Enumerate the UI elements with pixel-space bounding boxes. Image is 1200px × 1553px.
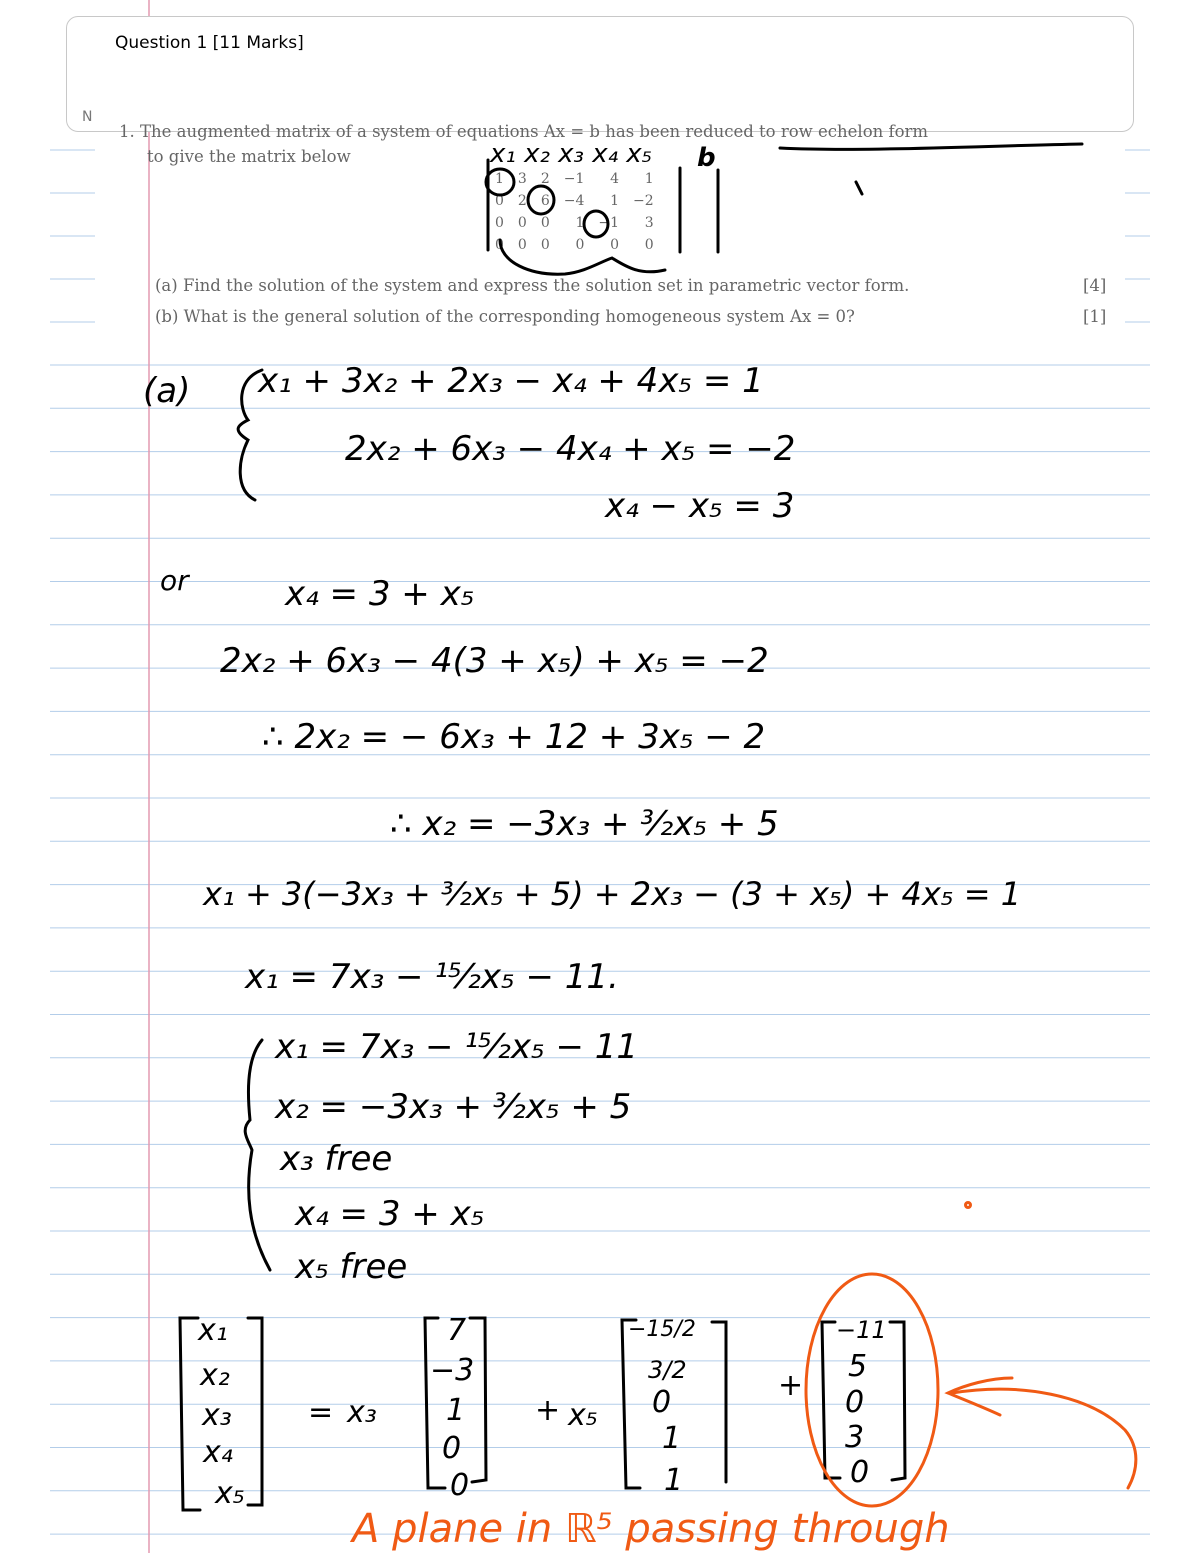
vec1-entry: 7 bbox=[447, 1313, 467, 1348]
question-text-line1: 1. The augmented matrix of a system of equations Ax = b has been reduced to row echelon form bbox=[119, 122, 929, 141]
pivot-circle bbox=[486, 169, 514, 195]
vec2-entry: −15/2 bbox=[628, 1317, 696, 1342]
matrix-cell: 2 bbox=[517, 193, 527, 209]
bracket-stroke bbox=[248, 1318, 262, 1505]
vec-x-entry: x₅ bbox=[215, 1476, 245, 1511]
vec3-entry: 3 bbox=[845, 1420, 865, 1455]
ink-dot bbox=[966, 1203, 971, 1208]
step-6: x₁ = 7x₃ − ¹⁵⁄₂x₅ − 11. bbox=[245, 957, 619, 997]
step-5: x₁ + 3(−3x₃ + ³⁄₂x₅ + 5) + 2x₃ − (3 + x₅) + 4x₅ = 1 bbox=[203, 875, 1022, 913]
matrix-cell: −4 bbox=[563, 193, 585, 209]
matrix-cell: 0 bbox=[495, 215, 504, 231]
vec3-entry: 5 bbox=[848, 1349, 868, 1384]
step-2: 2x₂ + 6x₃ − 4(3 + x₅) + x₅ = −2 bbox=[220, 641, 769, 681]
part-b-marks: [1] bbox=[1083, 307, 1107, 326]
step-3: ∴ 2x₂ = − 6x₃ + 12 + 3x₅ − 2 bbox=[262, 717, 766, 757]
b-label: b bbox=[697, 143, 716, 173]
vec-x-entry: x₁ bbox=[198, 1313, 228, 1348]
vec1-entry: 1 bbox=[446, 1393, 466, 1428]
bracket-stroke bbox=[890, 1322, 905, 1480]
matrix-cell: 0 bbox=[644, 237, 654, 253]
part-a-text: (a) Find the solution of the system and express the solution set in parametric vector form. bbox=[155, 276, 910, 295]
pivot-circle bbox=[528, 186, 554, 214]
vec2-entry: 0 bbox=[652, 1385, 672, 1420]
solution-x4: x₄ = 3 + x₅ bbox=[295, 1194, 485, 1234]
matrix-cell: 1 bbox=[495, 171, 504, 187]
solution-x2: x₂ = −3x₃ + ³⁄₂x₅ + 5 bbox=[275, 1087, 632, 1127]
vec3-entry: 0 bbox=[850, 1455, 870, 1490]
column-labels: x₁ x₂ x₃ x₄ x₅ bbox=[490, 139, 653, 169]
matrix-cell: 0 bbox=[610, 237, 620, 253]
equals-sign: = bbox=[308, 1395, 334, 1430]
matrix-cell: −1 bbox=[598, 215, 620, 231]
bracket-stroke bbox=[822, 1322, 840, 1478]
vec-x-entry: x₄ bbox=[203, 1435, 233, 1470]
bracket-stroke bbox=[622, 1320, 640, 1488]
equation-1: x₁ + 3x₂ + 2x₃ − x₄ + 4x₅ = 1 bbox=[258, 361, 764, 401]
bracket-stroke bbox=[470, 1318, 486, 1482]
matrix-cell: 1 bbox=[610, 193, 620, 209]
matrix-cell: 3 bbox=[517, 171, 527, 187]
pivot-circle bbox=[584, 211, 608, 237]
coef-x3: x₃ bbox=[347, 1395, 377, 1430]
matrix-cell: 0 bbox=[575, 237, 585, 253]
highlight-circle bbox=[806, 1274, 938, 1506]
vec2-entry: 1 bbox=[664, 1463, 684, 1498]
coef-x5: x₅ bbox=[568, 1398, 598, 1433]
matrix-cell: −1 bbox=[563, 171, 585, 187]
brace-stroke bbox=[245, 1040, 270, 1270]
matrix-cell: 0 bbox=[517, 215, 527, 231]
brace-stroke bbox=[500, 240, 665, 274]
solution-x5: x₅ free bbox=[295, 1247, 408, 1287]
bracket-stroke bbox=[712, 1322, 726, 1482]
vec3-entry: 0 bbox=[845, 1385, 865, 1420]
part-a-marks: [4] bbox=[1083, 276, 1107, 295]
vec1-entry: −3 bbox=[430, 1353, 475, 1388]
arrow-stroke bbox=[952, 1389, 1136, 1488]
question-text-line2: to give the matrix below bbox=[147, 147, 351, 166]
matrix-cell: 1 bbox=[575, 215, 585, 231]
matrix-cell: 0 bbox=[517, 237, 527, 253]
vec1-entry: 0 bbox=[450, 1468, 470, 1503]
equation-2: 2x₂ + 6x₃ − 4x₄ + x₅ = −2 bbox=[345, 429, 796, 469]
step-4: ∴ x₂ = −3x₃ + ³⁄₂x₅ + 5 bbox=[390, 804, 779, 844]
arrow-head bbox=[948, 1378, 1012, 1415]
tick-stroke bbox=[856, 182, 862, 194]
vec3-entry: −11 bbox=[836, 1316, 887, 1344]
part-b-text: (b) What is the general solution of the corresponding homogeneous system Ax = 0? bbox=[155, 307, 855, 326]
bracket-stroke bbox=[180, 1318, 200, 1510]
step-1: x₄ = 3 + x₅ bbox=[285, 574, 475, 614]
matrix-cell: −2 bbox=[633, 193, 654, 209]
vec1-entry: 0 bbox=[442, 1431, 462, 1466]
vec2-entry: 1 bbox=[662, 1421, 682, 1456]
part-a-label: (a) bbox=[143, 371, 191, 411]
annotation-note: A plane in ℝ⁵ passing through bbox=[352, 1506, 950, 1552]
matrix-cell: 2 bbox=[540, 171, 550, 187]
plus-sign: + bbox=[778, 1368, 804, 1403]
solution-x3: x₃ free bbox=[280, 1139, 393, 1179]
question-title: Question 1 [11 Marks] bbox=[115, 33, 304, 53]
matrix-cell: 6 bbox=[540, 193, 550, 209]
side-label: N bbox=[82, 109, 93, 125]
equation-3: x₄ − x₅ = 3 bbox=[605, 486, 795, 526]
matrix-cell: 4 bbox=[610, 171, 620, 187]
vec-x-entry: x₃ bbox=[202, 1398, 232, 1433]
vec-x-entry: x₂ bbox=[200, 1358, 230, 1393]
matrix-cell: 1 bbox=[644, 171, 654, 187]
matrix-cell: 0 bbox=[540, 215, 550, 231]
vec2-entry: 3/2 bbox=[648, 1356, 687, 1384]
matrix-cell: 0 bbox=[495, 193, 504, 209]
matrix-cell: 0 bbox=[540, 237, 550, 253]
matrix-cell: 0 bbox=[495, 237, 504, 253]
or-label: or bbox=[160, 564, 189, 597]
plus-sign: + bbox=[535, 1393, 561, 1428]
matrix-cell: 3 bbox=[644, 215, 654, 231]
solution-x1: x₁ = 7x₃ − ¹⁵⁄₂x₅ − 11 bbox=[275, 1027, 639, 1067]
underline-stroke bbox=[780, 144, 1082, 149]
